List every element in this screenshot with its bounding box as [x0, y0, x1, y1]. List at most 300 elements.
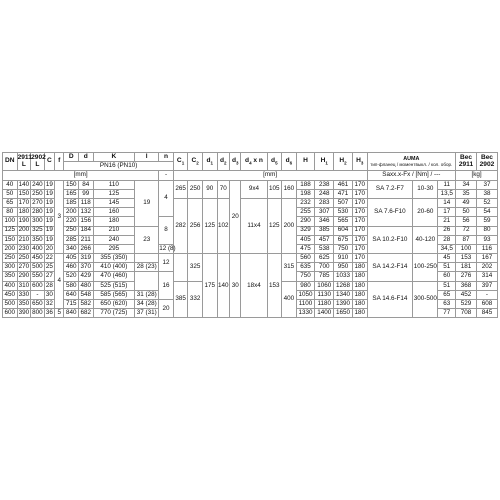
cell-w2902: 59 [476, 217, 497, 226]
cell-l2911: 200 [18, 226, 30, 234]
cell-l2911: 310 [18, 281, 30, 289]
cell-H1: 1130 [315, 290, 334, 299]
cell-H2: 675 [334, 235, 353, 244]
cell-K: 180 [93, 217, 135, 226]
cell-l2911: 230 [18, 244, 30, 252]
cell-D: 715 [64, 300, 79, 309]
cell-c: 20 [45, 244, 53, 252]
table-row [3, 198, 498, 207]
cell-H1: 283 [315, 198, 334, 207]
cell-rpm: 77 [438, 309, 456, 318]
cell-f-merged: 3 [55, 180, 64, 254]
cell-d: 429 [79, 272, 94, 281]
cell-H: 475 [296, 244, 315, 253]
cell-H3: 170 [352, 226, 367, 235]
cell-l2902: 800 [32, 309, 43, 317]
cell-d2-merged: 140 [217, 254, 230, 318]
cell-w2911: 87 [456, 235, 477, 244]
col-header-d5: $d_5$ [267, 153, 282, 171]
cell-rpm: 51 [438, 263, 456, 272]
cell-l2902: 450 [32, 254, 43, 261]
col-header-weight-2902: Вес 2902 [476, 153, 497, 171]
cell-d1-merged: 90 [202, 180, 217, 198]
cell-H2: 1033 [334, 272, 353, 281]
cell-l2902: 300 [32, 217, 43, 225]
cell-D: 640 [64, 290, 79, 299]
cell-l2911: 390 [18, 309, 30, 317]
cell-d: 582 [79, 300, 94, 309]
cell-sa-merged: SA 14.6-F14 [367, 281, 413, 318]
cell-l-merged [135, 272, 159, 290]
cell-c1-empty [173, 254, 188, 282]
cell-w2902: 116 [476, 244, 497, 253]
cell-d: 370 [79, 263, 94, 272]
cell-d: 548 [79, 290, 94, 299]
cell-l: 31 (28) [136, 290, 157, 298]
col-header-l-2902: 2902 L [31, 153, 45, 171]
cell-l2911: 190 [18, 217, 30, 225]
cell-nm-merged: 40-120 [413, 226, 438, 254]
cell-l2911: 350 [18, 299, 30, 307]
cell-l-merged: 23 [135, 226, 159, 254]
cell-H1: 457 [315, 235, 334, 244]
table-row [3, 180, 498, 189]
cell-dn: 300 [3, 263, 18, 272]
cell-H: 232 [296, 198, 315, 207]
col-header-K: K [93, 153, 135, 162]
units-row [3, 171, 498, 180]
cell-H2: 1268 [334, 281, 353, 290]
col-header-c1: $C_1$ [173, 153, 188, 171]
cell-dn: 400 [3, 281, 18, 290]
cell-w2902: 52 [476, 198, 497, 207]
cell-H2: 950 [334, 263, 353, 272]
cell-H1: 785 [315, 272, 334, 281]
cell-c: 19 [45, 208, 53, 216]
cell-K: 650 (620) [93, 300, 135, 309]
cell-w2911: 100 [456, 244, 477, 253]
cell-d6-merged: 200 [282, 198, 297, 253]
cell-K: 525 (515) [93, 281, 135, 290]
cell-n-merged: 4 [159, 180, 174, 217]
cell-dn: 600 [3, 309, 18, 318]
cell-rpm: 45 [438, 254, 456, 263]
cell-l2911: 330 [18, 290, 30, 298]
cell-c2-merged: 325 [188, 254, 203, 282]
col-header-d1: $d_1$ [202, 153, 217, 171]
cell-rpm: 28 [438, 235, 456, 244]
cell-w2911: 34 [456, 180, 477, 189]
cell-d2-merged: 102 [217, 198, 230, 253]
cell-n-merged: 8 [159, 217, 174, 245]
cell-H: 188 [296, 180, 315, 189]
cell-H3: 170 [352, 244, 367, 253]
cell-d6-merged: 400 [282, 281, 297, 318]
cell-H1: 385 [315, 226, 334, 235]
col-header-d: d [79, 153, 94, 162]
cell-l2902: 500 [32, 263, 43, 271]
unit-mm-right: [mm] [173, 171, 367, 180]
cell-l [135, 254, 159, 263]
cell-w2911: 181 [456, 263, 477, 272]
cell-D: 165 [64, 189, 79, 198]
cell-H: 635 [296, 263, 315, 272]
col-header-H1: $H_1$ [315, 153, 334, 171]
cell-c: 32 [45, 299, 53, 307]
cell-H2: 1390 [334, 300, 353, 309]
cell-sa-merged: SA 14.2-F14 [367, 254, 413, 282]
cell-d: 99 [79, 189, 94, 198]
cell-rpm: 34,5 [438, 244, 456, 253]
unit-dash: - [159, 171, 174, 180]
cell-l2911: 140 [18, 180, 30, 188]
cell-dn: 40 [3, 180, 18, 189]
cell-H3: 180 [352, 263, 367, 272]
cell-D: 150 [64, 180, 79, 189]
cell-l2911: 210 [18, 235, 30, 243]
cell-H2: 507 [334, 198, 353, 207]
cell-w2911: 708 [456, 309, 477, 318]
valve-dimension-table-wrapper [2, 152, 498, 318]
cell-dn: 125 [3, 226, 18, 235]
cell-dn: 350 [3, 272, 18, 281]
cell-H: 980 [296, 281, 315, 290]
cell-H1: 1180 [315, 300, 334, 309]
cell-l2902: 600 [32, 281, 43, 289]
col-header-d6: $d_6$ [282, 153, 297, 171]
cell-l2902: 400 [32, 244, 43, 252]
cell-w2911: 49 [456, 198, 477, 207]
cell-rpm: 65 [438, 290, 456, 299]
cell-H1: 538 [315, 244, 334, 253]
cell-d: 84 [79, 180, 94, 189]
cell-H3: 170 [352, 254, 367, 263]
cell-rpm: 51 [438, 281, 456, 290]
cell-D: 285 [64, 235, 79, 244]
cell-dn: 100 [3, 217, 18, 226]
cell-d: 132 [79, 208, 94, 217]
cell-dn: 500 [3, 300, 18, 309]
cell-H2: 604 [334, 226, 353, 235]
col-header-d4n: $d_4$ x n [241, 153, 267, 171]
cell-D: 220 [64, 217, 79, 226]
cell-sa-merged: SA 7.6-F10 [367, 198, 413, 226]
cell-K: 410 (400) [93, 263, 135, 272]
cell-H2: 910 [334, 254, 353, 263]
cell-l2911: 180 [18, 208, 30, 216]
cell-H3: 180 [352, 300, 367, 309]
cell-D: 340 [64, 244, 79, 253]
cell-H3: 170 [352, 198, 367, 207]
cell-l2902: 270 [32, 198, 43, 206]
cell-l2911: 150 [18, 189, 30, 197]
cell-w2902: 202 [476, 263, 497, 272]
cell-H3: 180 [352, 272, 367, 281]
cell-d5-merged: 125 [267, 198, 282, 253]
col-header-auma: AUMA тип-фланец / моментвыкл. / кол. обор. [367, 153, 456, 171]
cell-D: 520 [64, 272, 79, 281]
valve-dimension-table [2, 152, 498, 318]
cell-nm-merged: 100-250 [413, 254, 438, 282]
cell-H3: 170 [352, 180, 367, 189]
cell-w2902: 397 [476, 281, 497, 290]
cell-w2911: 72 [456, 226, 477, 235]
cell-l2902: - [31, 290, 45, 299]
col-header-H2: $H_2$ [334, 153, 353, 171]
cell-w2902: 54 [476, 208, 497, 217]
cell-D: 200 [64, 208, 79, 217]
cell-d2-merged: 70 [217, 180, 230, 198]
cell-H3: 180 [352, 309, 367, 318]
cell-d: 480 [79, 281, 94, 290]
cell-c1-merged: 385 [173, 281, 188, 318]
cell-dn: 50 [3, 189, 18, 198]
cell-K: 125 [93, 189, 135, 198]
col-header-c: C [44, 153, 54, 171]
cell-c: 28 [45, 281, 53, 289]
col-header-D: D [64, 153, 79, 162]
cell-H: 560 [296, 254, 315, 263]
cell-H: 329 [296, 226, 315, 235]
cell-K: 145 [93, 198, 135, 207]
col-header-d2: $d_2$ [217, 153, 230, 171]
cell-l: 37 (31) [136, 309, 157, 317]
cell-n: 12 (8) [159, 244, 176, 252]
cell-d: 682 [79, 309, 94, 318]
cell-d4n-merged: 9x4 [241, 180, 267, 198]
cell-H2: 471 [334, 189, 353, 198]
cell-l2902: 350 [32, 235, 43, 243]
cell-H1: 1060 [315, 281, 334, 290]
cell-d: 118 [79, 198, 94, 207]
cell-d1-merged: 125 [202, 198, 217, 253]
cell-d3-merged: 20 [230, 180, 241, 254]
col-header-l-2911: 2911 L [17, 153, 31, 171]
col-header-c2: $C_2$ [188, 153, 203, 171]
cell-d5-merged: 153 [267, 254, 282, 318]
cell-w2902: 93 [476, 235, 497, 244]
cell-l2911: 290 [18, 272, 30, 280]
cell-H3: 170 [352, 208, 367, 217]
cell-w2902: - [476, 290, 497, 299]
cell-w2902: 80 [476, 226, 497, 235]
col-header-n: n [159, 153, 174, 162]
cell-l2902: 240 [32, 180, 43, 188]
header-row [3, 153, 498, 162]
cell-c2-merged: 256 [188, 198, 203, 253]
cell-c: 19 [45, 217, 53, 225]
col-header-weight-2911: Вес 2911 [456, 153, 477, 171]
cell-l2902: 250 [32, 189, 43, 197]
cell-D: 405 [64, 254, 79, 263]
cell-l2902: 280 [32, 208, 43, 216]
cell-H3: 180 [352, 281, 367, 290]
cell-K: 585 (565) [93, 290, 135, 299]
col-header-f: f [55, 153, 64, 171]
cell-H1: 238 [315, 180, 334, 189]
cell-dn: 250 [3, 254, 18, 263]
cell-l2902: 550 [32, 272, 43, 280]
cell-w2911: 153 [456, 254, 477, 263]
cell-w2902: 314 [476, 272, 497, 281]
cell-rpm: 14 [438, 198, 456, 207]
cell-H3: 170 [352, 235, 367, 244]
cell-w2902: 37 [476, 180, 497, 189]
cell-l: 28 (23) [136, 263, 157, 271]
cell-H1: 307 [315, 208, 334, 217]
cell-l: 34 (28) [136, 299, 157, 307]
cell-l2911: 250 [18, 254, 30, 261]
cell-d: 156 [79, 217, 94, 226]
cell-sa-merged: SA 7.2-F7 [367, 180, 413, 198]
cell-K: 110 [93, 180, 135, 189]
cell-rpm: 26 [438, 226, 456, 235]
cell-D: 460 [64, 263, 79, 272]
cell-rpm: 21 [438, 217, 456, 226]
cell-d3-merged: 30 [230, 254, 241, 318]
cell-D: 250 [64, 226, 79, 235]
cell-H2: 750 [334, 244, 353, 253]
cell-d: 184 [79, 226, 94, 235]
cell-rpm: 60 [438, 272, 456, 281]
cell-w2902: 38 [476, 189, 497, 198]
cell-K: 770 (725) [93, 309, 135, 318]
cell-n-merged: 20 [159, 300, 174, 318]
cell-d: 211 [79, 235, 94, 244]
cell-d4n-merged: 11x4 [241, 198, 267, 253]
cell-n-merged: 12 [159, 254, 174, 272]
cell-d1-merged: 175 [202, 254, 217, 318]
cell-H1: 625 [315, 254, 334, 263]
cell-K: 160 [93, 208, 135, 217]
cell-nm-merged: 20-60 [413, 198, 438, 226]
cell-c1-merged: 282 [173, 198, 188, 253]
col-header-H: H [296, 153, 315, 171]
cell-w2911: 276 [456, 272, 477, 281]
cell-rpm: 13,5 [438, 189, 456, 198]
cell-K: 210 [93, 226, 135, 235]
cell-c: 30 [45, 290, 53, 298]
cell-l2911: 170 [18, 198, 30, 206]
cell-K: 295 [93, 244, 135, 253]
cell-K: 470 (460) [93, 272, 135, 281]
cell-H: 1050 [296, 290, 315, 299]
cell-c2-merged: 250 [188, 180, 203, 198]
cell-nm-merged: 300-500 [413, 281, 438, 318]
cell-d6-merged: 315 [282, 254, 297, 282]
cell-l-merged: 19 [135, 180, 159, 226]
unit-kg: [kg] [456, 171, 498, 180]
cell-H: 198 [296, 189, 315, 198]
cell-c: 19 [45, 180, 53, 188]
cell-c: 22 [45, 254, 53, 261]
cell-nm-merged: 10-30 [413, 180, 438, 198]
cell-c: 25 [45, 263, 53, 271]
cell-rpm: 11 [438, 180, 456, 189]
cell-H: 750 [296, 272, 315, 281]
cell-D: 840 [64, 309, 79, 318]
table-row [3, 254, 498, 263]
cell-K: 240 [93, 235, 135, 244]
cell-D: 185 [64, 198, 79, 207]
cell-f-merged: 4 [55, 254, 64, 309]
cell-H1: 700 [315, 263, 334, 272]
cell-d: 266 [79, 244, 94, 253]
cell-H1: 1400 [315, 309, 334, 318]
cell-rpm: 63 [438, 300, 456, 309]
cell-w2911: 368 [456, 281, 477, 290]
cell-d: 319 [79, 254, 94, 263]
cell-n-merged: 16 [159, 272, 174, 300]
cell-dn: 65 [3, 198, 18, 207]
cell-dn: 150 [3, 235, 18, 244]
cell-dn: 200 [3, 244, 18, 253]
cell-H: 405 [296, 235, 315, 244]
cell-dn: 450 [3, 290, 18, 299]
cell-c2-merged: 332 [188, 281, 203, 318]
cell-f: 5 [55, 309, 64, 318]
cell-H2: 461 [334, 180, 353, 189]
cell-w2911: 50 [456, 208, 477, 217]
cell-w2911: 35 [456, 189, 477, 198]
col-header-l: l [135, 153, 159, 162]
cell-w2911: 56 [456, 217, 477, 226]
cell-c: 27 [45, 272, 53, 280]
cell-D: 580 [64, 281, 79, 290]
cell-H3: 170 [352, 217, 367, 226]
cell-c: 19 [45, 198, 53, 206]
pn-label: PN16 (PN10) [64, 162, 173, 171]
cell-H: 1100 [296, 300, 315, 309]
col-header-H3: $H_3$ [352, 153, 367, 171]
cell-rpm: 17 [438, 208, 456, 217]
cell-w2911: 529 [456, 300, 477, 309]
cell-c: 36 [45, 309, 53, 317]
cell-H1: 248 [315, 189, 334, 198]
cell-H: 1330 [296, 309, 315, 318]
cell-d4n-merged: 18x4 [241, 254, 267, 318]
cell-H2: 1340 [334, 290, 353, 299]
cell-d5-merged: 105 [267, 180, 282, 198]
cell-l2911: 270 [18, 263, 30, 271]
cell-c1-merged: 265 [173, 180, 188, 198]
cell-H2: 1650 [334, 309, 353, 318]
cell-c: 19 [45, 226, 53, 234]
cell-l2902: 325 [32, 226, 43, 234]
col-header-d3: $d_3$ [230, 153, 241, 171]
cell-sa-merged: SA 10.2-F10 [367, 226, 413, 254]
cell-l2902: 650 [32, 299, 43, 307]
cell-H3: 170 [352, 189, 367, 198]
cell-K: 355 (350) [93, 254, 135, 263]
cell-H1: 346 [315, 217, 334, 226]
unit-mm-left: [mm] [3, 171, 159, 180]
cell-H: 290 [296, 217, 315, 226]
cell-w2902: 608 [476, 300, 497, 309]
cell-dn: 80 [3, 208, 18, 217]
cell-w2911: 452 [456, 290, 477, 299]
cell-H2: 565 [334, 217, 353, 226]
cell-c: 19 [45, 235, 53, 243]
cell-w2902: 845 [476, 309, 497, 318]
unit-saxx: Saxx.x-Fx / [Nm] / --- [367, 171, 456, 180]
cell-H2: 530 [334, 208, 353, 217]
cell-H: 255 [296, 208, 315, 217]
cell-w2902: 167 [476, 254, 497, 263]
cell-c: 19 [45, 189, 53, 197]
col-header-dn: DN [3, 153, 18, 171]
cell-H3: 180 [352, 290, 367, 299]
